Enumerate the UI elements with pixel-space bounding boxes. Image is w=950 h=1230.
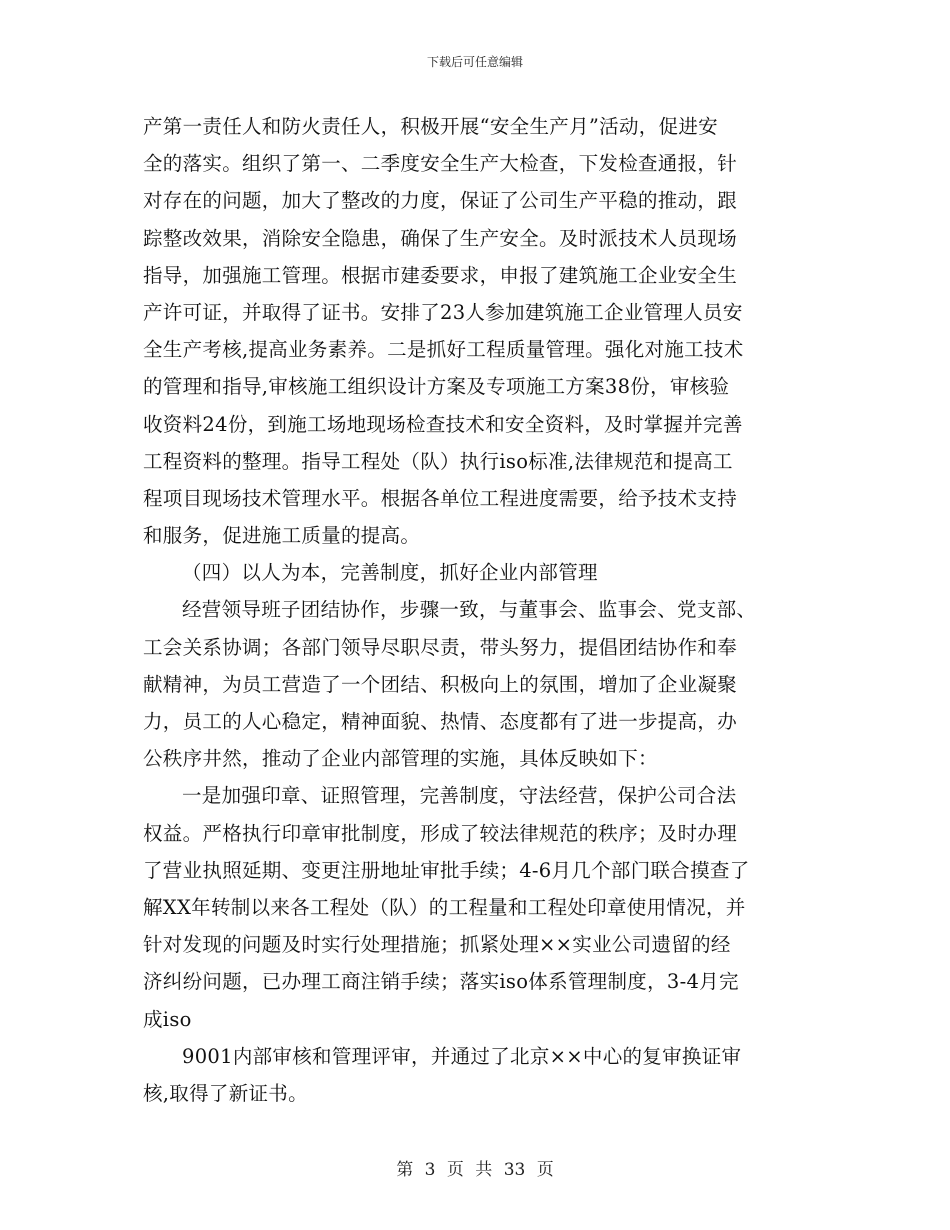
text-line: 了营业执照延期、变更注册地址审批手续；4-6月几个部门联合摸查了 [143,858,750,882]
section-heading: （四）以人为本，完善制度，抓好企业内部管理 [182,561,598,585]
text-line: 一是加强印章、证照管理，完善制度，守法经营，保护公司合法 [182,784,737,808]
text-line: 对存在的问题，加大了整改的力度，保证了公司生产平稳的推动，跟 [143,189,738,213]
text-line: 指导，加强施工管理。根据市建委要求，申报了建筑施工企业安全生 [143,263,738,287]
text-line: 针对发现的问题及时实行处理措施；抓紧处理××实业公司遗留的经 [143,933,731,957]
page-footer: 第 3 页 共 33 页 [396,1160,554,1180]
text-line: 踪整改效果，消除安全隐患，确保了生产安全。及时派技术人员现场 [143,226,738,250]
text-line: 产第一责任人和防火责任人，积极开展“安全生产月”活动，促进安 [143,115,718,138]
page-header: 下载后可任意编辑 [426,55,523,69]
text-line: 程项目现场技术管理水平。根据各单位工程进度需要，给予技术支持 [143,486,738,510]
text-line: 产许可证，并取得了证书。安排了23人参加建筑施工企业管理人员安 [143,300,743,324]
text-line: 工会关系协调；各部门领导尽职尽责，带头努力，提倡团结协作和奉 [143,635,738,659]
text-line: 经营领导班子团结协作，步骤一致，与董事会、监事会、党支部、 [182,598,757,622]
text-line: 的管理和指导,审核施工组织设计方案及专项施工方案38份，审核验 [143,375,730,399]
text-line: 成iso [143,1007,192,1031]
text-line: 解XX年转制以来各工程处（队）的工程量和工程处印章使用情况，并 [143,895,746,919]
text-line: 权益。严格执行印章审批制度，形成了较法律规范的秩序；及时办理 [143,821,738,845]
text-line: 和服务，促进施工质量的提高。 [143,524,421,548]
text-line: 收资料24份，到施工场地现场检查技术和安全资料，及时掌握并完善 [143,412,743,436]
text-line: 全生产考核,提高业务素养。二是抓好工程质量管理。强化对施工技术 [143,338,744,362]
text-line: 济纠纷问题，已办理工商注销手续；落实iso体系管理制度，3-4月完 [143,970,739,994]
text-line: 核,取得了新证书。 [143,1081,308,1105]
text-line: 全的落实。组织了第一、二季度安全生产大检查，下发检查通报，针 [143,152,738,176]
text-line: 9001内部审核和管理评审，并通过了北京××中心的复审换证审 [182,1044,742,1068]
text-line: 公秩序井然，推动了企业内部管理的实施，具体反映如下： [143,747,658,771]
document-body [143,108,807,1112]
text-line: 工程资料的整理。指导工程处（队）执行iso标准,法律规范和提高工 [143,449,733,473]
text-line: 力，员工的人心稳定，精神面貌、热情、态度都有了进一步提高，办 [143,710,738,733]
text-line: 献精神，为员工营造了一个团结、积极向上的氛围，增加了企业凝聚 [143,672,738,696]
